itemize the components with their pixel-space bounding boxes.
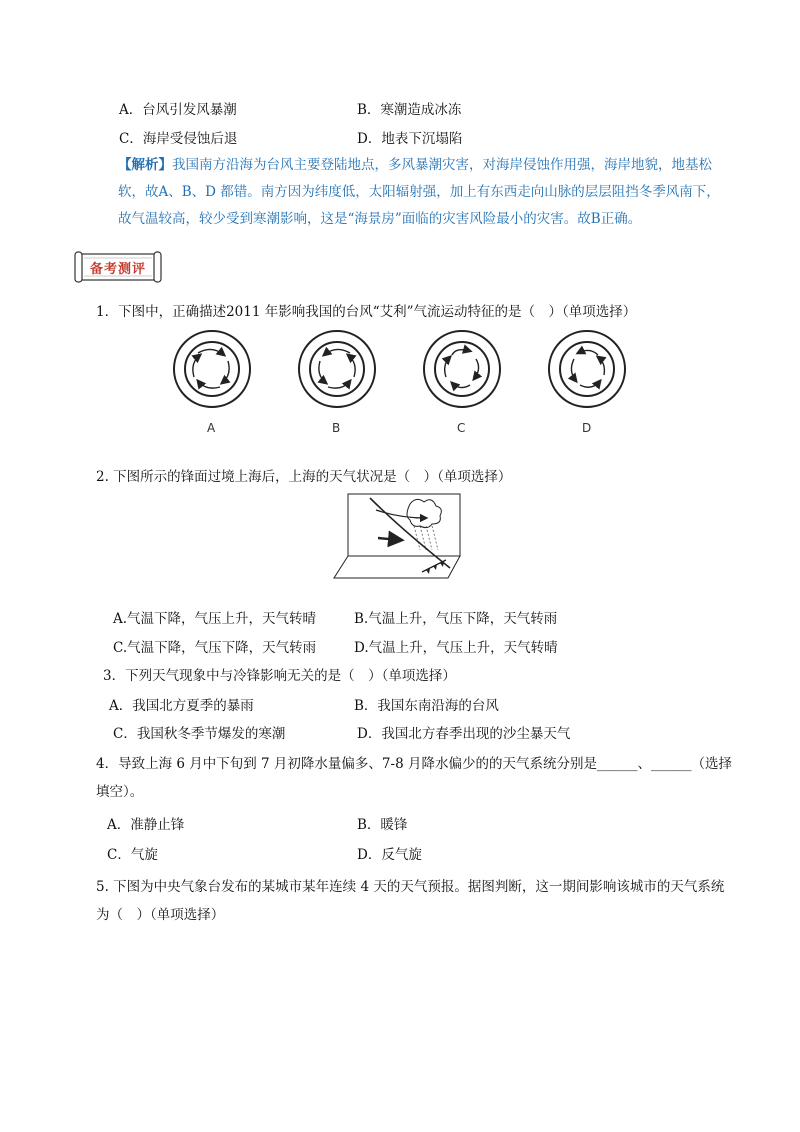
- q2-text: 2. 下图所示的锋面过境上海后，上海的天气状况是（ ）（单项选择）: [96, 469, 512, 485]
- q1-label-b: B: [332, 421, 341, 435]
- q2-options-row-1: [0, 607, 800, 627]
- q1-label-d: D: [582, 421, 592, 435]
- q2-option-c: C.气温下降，气压下降，天气转雨: [113, 640, 317, 656]
- option-a: A．台风引发风暴潮: [119, 102, 237, 118]
- q4-options-row-2: [0, 843, 800, 863]
- typhoon-diagram-a: [174, 331, 250, 407]
- option-d: D．地表下沉塌陷: [357, 131, 463, 147]
- q1-text: 1．下图中，正确描述2011 年影响我国的台风“艾利”气流运动特征的是（ ）（单项选择）: [96, 304, 637, 320]
- q1-label-c: C: [457, 421, 466, 435]
- q4-option-b: B．暖锋: [357, 817, 408, 833]
- analysis-text: 我国南方沿海为台风主要登陆地点，多风暴潮灾害，对海岸侵蚀作用强，海岸地貌，地基松软，故A、B、D 都错。南方因为纬度低，太阳辐射强，加上有东西走向山脉的层层阻挡冬季风南下，故气温较高，较少受到寒潮影响，这是“海景房”面临的灾害风险最小的灾害。故B正确。: [118, 157, 720, 227]
- q3-option-c: C．我国秋冬季节爆发的寒潮: [113, 726, 286, 742]
- q3-option-b: B．我国东南沿海的台风: [354, 698, 499, 714]
- q4-options-row-1: [0, 813, 800, 833]
- q2-option-b: B.气温上升，气压下降，天气转雨: [354, 611, 558, 627]
- option-b: B．寒潮造成冰冻: [357, 102, 462, 118]
- typhoon-diagram-c: [424, 331, 500, 407]
- q2-front-diagram: [330, 488, 470, 584]
- q3-text: 3．下列天气现象中与冷锋影响无关的是（ ）（单项选择）: [103, 668, 456, 684]
- q3-options-row-1: [0, 694, 800, 714]
- section-banner: [72, 250, 164, 284]
- option-c: C．海岸受侵蚀后退: [119, 131, 238, 147]
- q3-option-d: D．我国北方春季出现的沙尘暴天气: [357, 726, 571, 742]
- q4-option-d: D．反气旋: [357, 847, 422, 863]
- q4-text: 4．导致上海 6 月中下旬到 7 月初降水量偏多、7-8 月降水偏少的的天气系统分别是______、______（选择填空）。: [96, 756, 732, 800]
- prev-options-row-2: [0, 127, 800, 147]
- typhoon-diagram-d: [549, 331, 625, 407]
- q4-option-c: C．气旋: [107, 847, 158, 863]
- q3-options-row-2: [0, 722, 800, 742]
- q4-option-a: A．准静止锋: [107, 817, 185, 833]
- q3-option-a: A．我国北方夏季的暴雨: [109, 698, 254, 714]
- analysis-tag: 【解析】: [118, 157, 172, 173]
- q2-option-a: A.气温下降，气压上升，天气转晴: [113, 611, 317, 627]
- q1-label-a: A: [207, 421, 216, 435]
- q1-typhoon-diagrams: [170, 325, 640, 440]
- analysis-paragraph: [118, 152, 728, 233]
- typhoon-diagram-b: [299, 331, 375, 407]
- q2-options-row-2: [0, 636, 800, 656]
- prev-options-row-1: [0, 98, 800, 118]
- q2-option-d: D.气温上升，气压上升，天气转晴: [354, 640, 558, 656]
- q5-text: 5. 下图为中央气象台发布的某城市某年连续 4 天的天气预报。据图判断，这一期间影响该城市的天气系统为（ ）（单项选择）: [96, 879, 725, 923]
- section-banner-title: 备考测评: [90, 262, 147, 277]
